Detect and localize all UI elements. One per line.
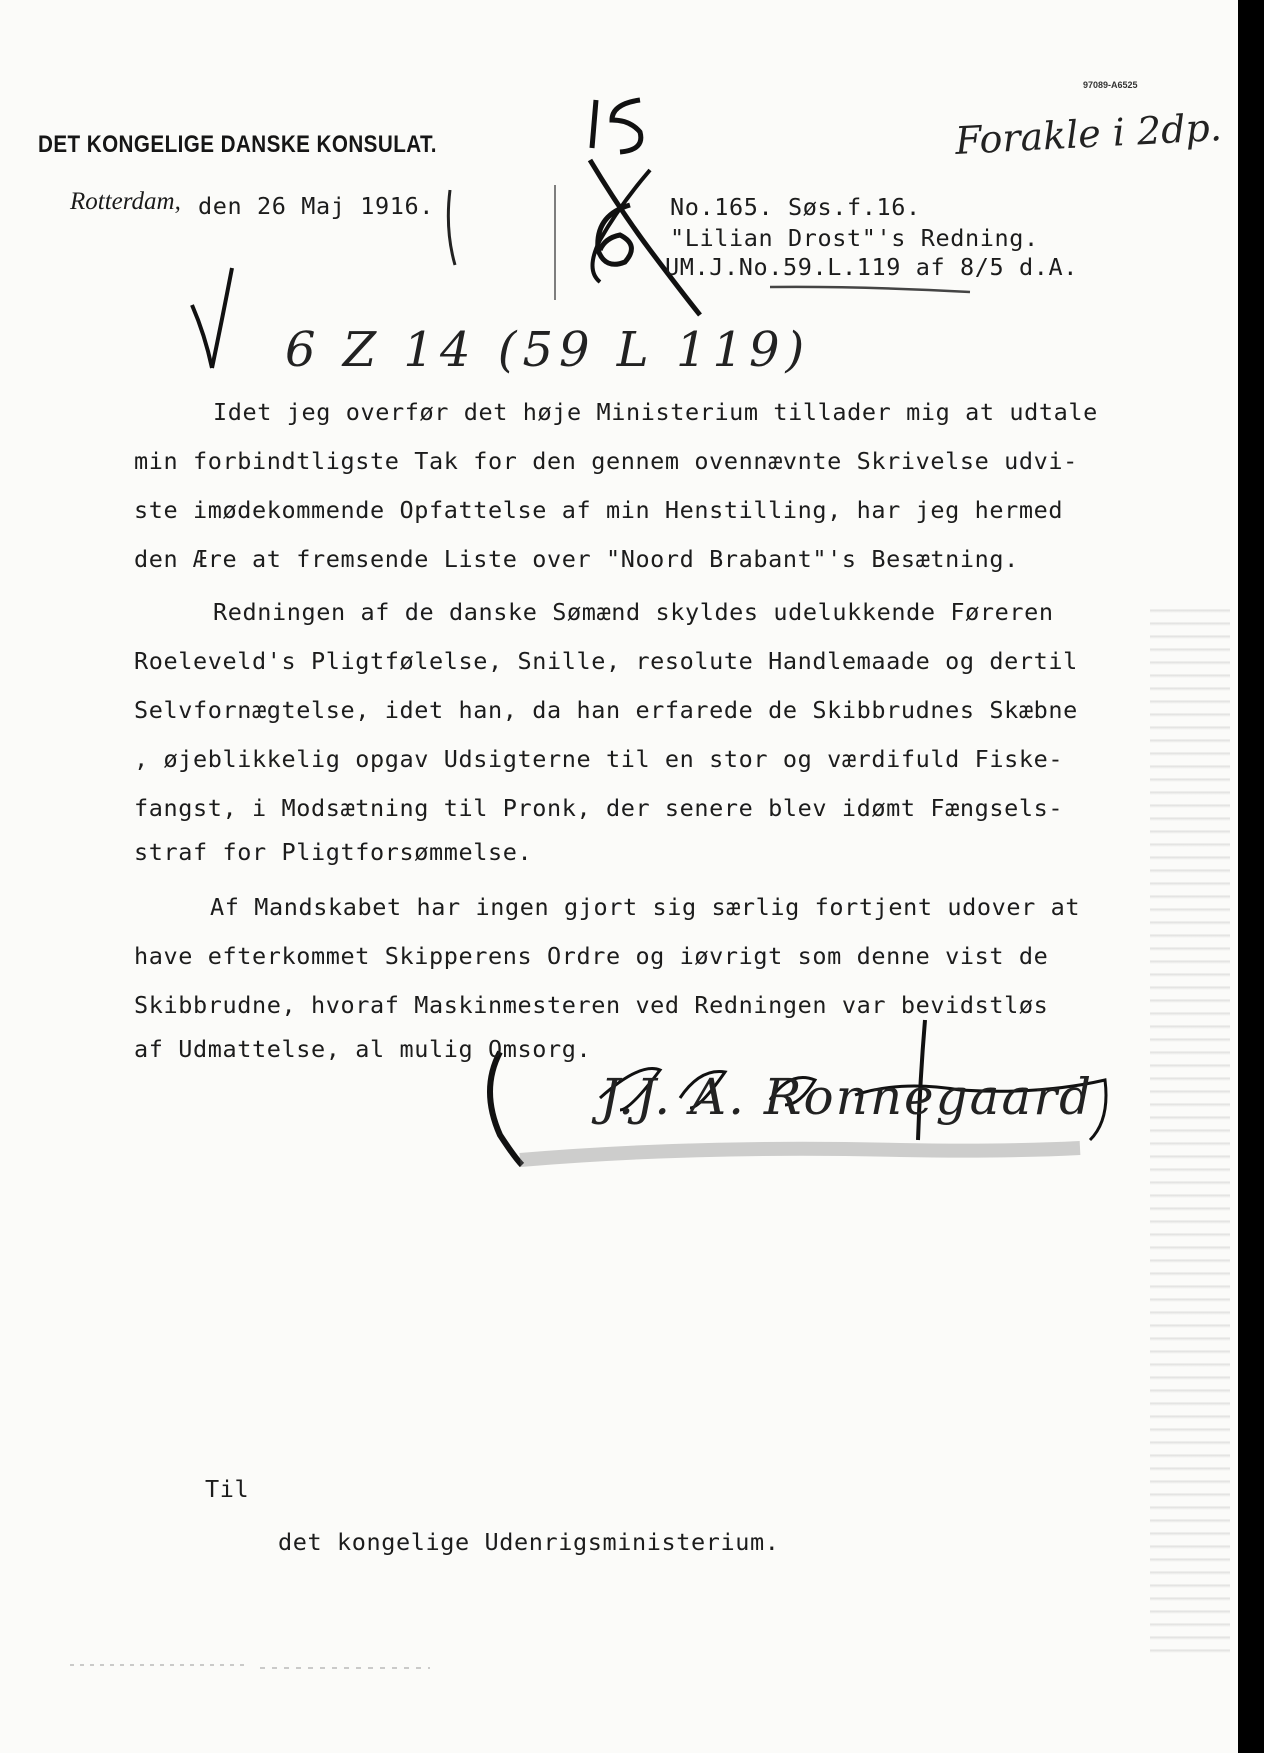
p2-line-3: Selvfornægtelse, idet han, da han erfarede de Skibbrudnes Skæbne — [134, 696, 1078, 724]
stamp-number: 97089-A6525 — [1083, 80, 1138, 90]
date-line: den 26 Maj 1916. — [198, 192, 434, 220]
place: Rotterdam, — [70, 188, 181, 215]
p2-line-1: Redningen af de danske Sømænd skyldes udelukkende Føreren — [213, 598, 1054, 626]
p3-line-1: Af Mandskabet har ingen gjort sig særlig fortjent udover at — [210, 893, 1081, 921]
reference-line-2: "Lilian Drost"'s Redning. — [670, 224, 1039, 252]
archive-note: 6 Z 14 (59 L 119) — [285, 322, 811, 378]
letterhead: DET KONGELIGE DANSKE KONSULAT. — [38, 131, 437, 158]
p2-line-5: fangst, i Modsætning til Pronk, der senere blev idømt Fængsels- — [134, 794, 1064, 822]
p1-line-3: ste imødekommende Opfattelse af min Henstilling, har jeg hermed — [134, 496, 1064, 524]
signature: J.J. A. Ronnegaard — [600, 1068, 1094, 1126]
p1-line-1: Idet jeg overfør det høje Ministerium tillader mig at udtale — [213, 398, 1098, 426]
addressee-label: Til — [205, 1475, 250, 1503]
p1-line-4: den Ære at fremsende Liste over "Noord Brabant"'s Besætning. — [134, 545, 1019, 573]
handwritten-note: Forakle i 2dp. — [954, 105, 1223, 163]
p3-line-2: have efterkommet Skipperens Ordre og iøvrigt som denne vist de — [134, 942, 1049, 970]
reference-line-1: No.165. Søs.f.16. — [670, 193, 921, 221]
p1-line-2: min forbindtligste Tak for den gennem ovennævnte Skrivelse udvi- — [134, 447, 1078, 475]
p2-line-6: straf for Pligtforsømmelse. — [134, 838, 533, 866]
p2-line-4: , øjeblikkelig opgav Udsigterne til en stor og værdifuld Fiske- — [134, 745, 1064, 773]
p2-line-2: Roeleveld's Pligtfølelse, Snille, resolute Handlemaade og dertil — [134, 647, 1078, 675]
addressee: det kongelige Udenrigsministerium. — [278, 1528, 780, 1556]
p3-line-3: Skibbrudne, hvoraf Maskinmesteren ved Redningen var bevidstløs — [134, 991, 1049, 1019]
p3-line-4: af Udmattelse, al mulig Omsorg. — [134, 1035, 592, 1063]
reference-line-3: UM.J.No.59.L.119 af 8/5 d.A. — [665, 253, 1078, 281]
